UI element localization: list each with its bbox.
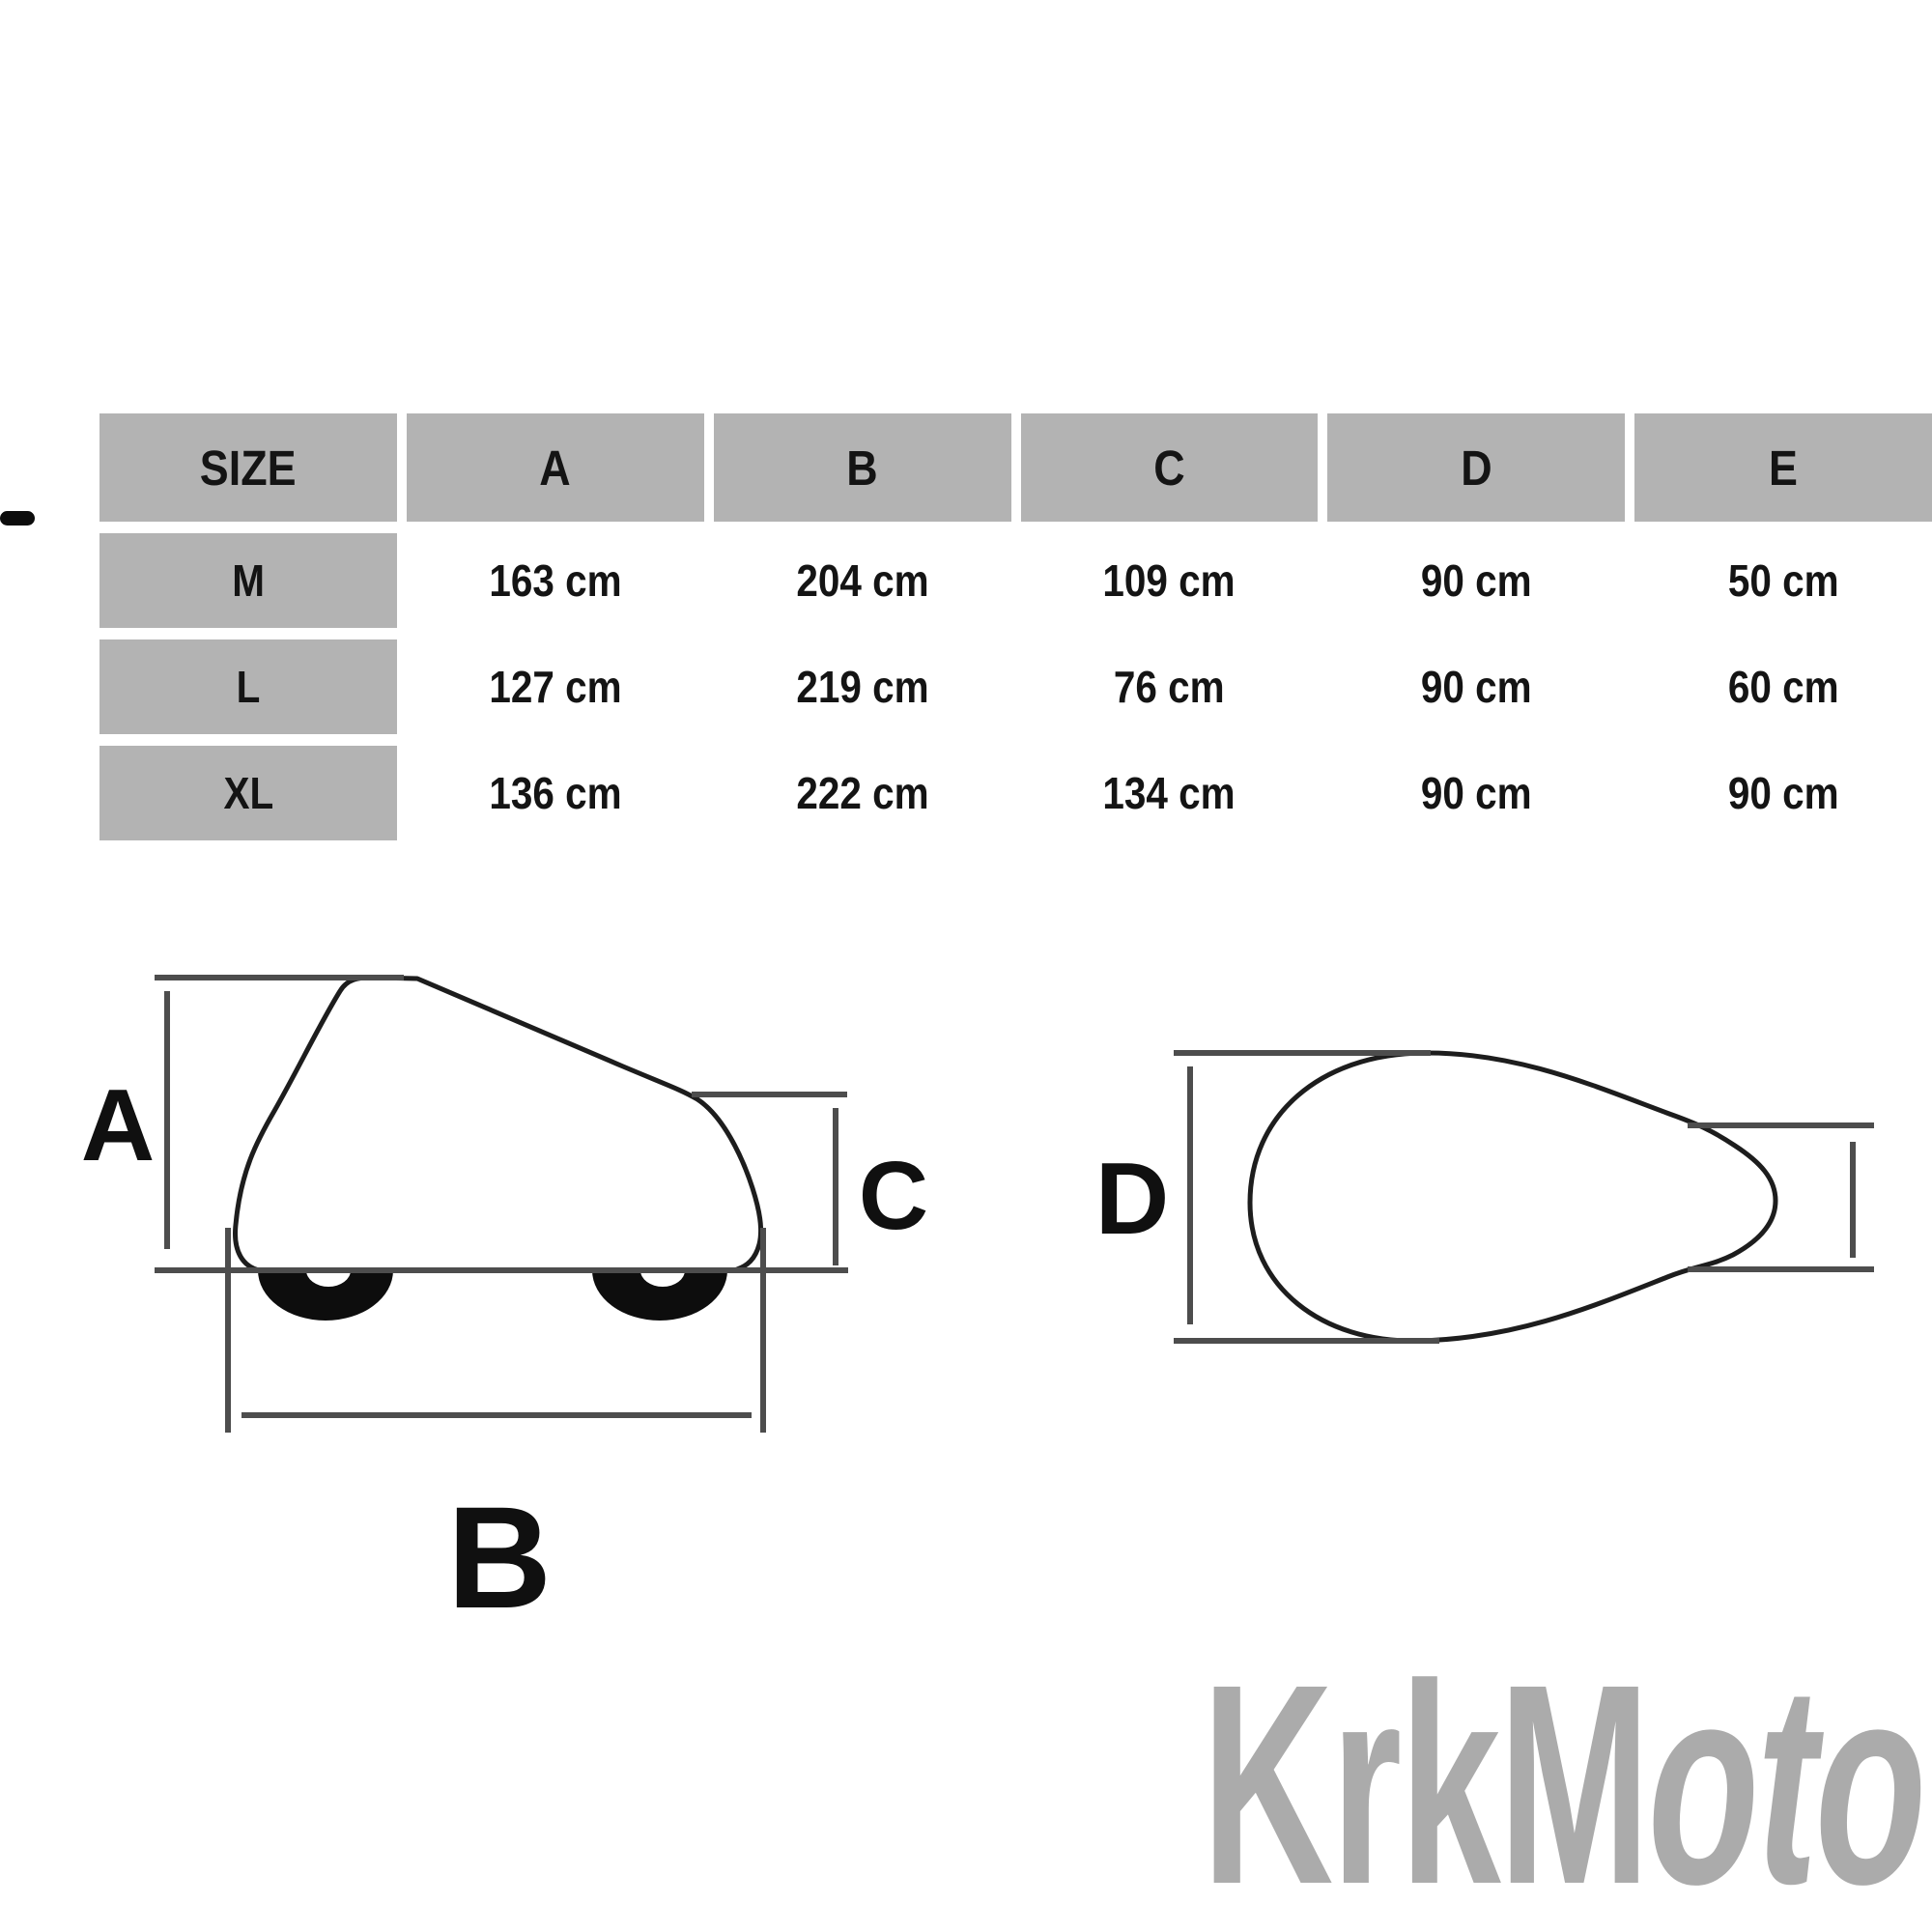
value-cell-m-a-label: 163 cm	[489, 555, 622, 606]
dim-label-d: D	[1094, 1142, 1170, 1256]
value-cell-xl-c-label: 134 cm	[1102, 768, 1236, 818]
brand-watermark	[1202, 1625, 1924, 1932]
value-cell-m-e-label: 50 cm	[1727, 555, 1839, 606]
brand-watermark-italic: oto	[1647, 1625, 1924, 1932]
value-cell-xl-d-label: 90 cm	[1420, 768, 1532, 818]
value-cell-l-b-label: 219 cm	[795, 662, 929, 712]
value-cell-xl-e-label: 90 cm	[1727, 768, 1839, 818]
value-cell-l-c-label: 76 cm	[1114, 662, 1225, 712]
column-header-e-label: E	[1769, 440, 1799, 496]
value-cell-m-b-label: 204 cm	[795, 555, 929, 606]
value-cell-m-c-label: 109 cm	[1102, 555, 1236, 606]
size-cell-m-label: M	[232, 555, 265, 606]
top-view-diagram	[1095, 1053, 1874, 1341]
value-cell-l-e-label: 60 cm	[1727, 662, 1839, 712]
value-cell-l-d-label: 90 cm	[1420, 662, 1532, 712]
brand-watermark-upright: KrkM	[1202, 1625, 1648, 1932]
side-view-diagram	[81, 978, 928, 1638]
value-cell-xl-b-label: 222 cm	[795, 768, 929, 818]
value-cell-m-d-label: 90 cm	[1420, 555, 1532, 606]
column-header-c-label: C	[1153, 440, 1185, 496]
value-cell-l-a-label: 127 cm	[489, 662, 622, 712]
column-header-b-label: B	[846, 440, 878, 496]
cover-top-outline	[1250, 1053, 1776, 1341]
column-header-size-label: SIZE	[200, 440, 297, 496]
size-cell-xl-label: XL	[223, 768, 273, 818]
value-cell-xl-a-label: 136 cm	[489, 768, 622, 818]
column-header-a-label: A	[539, 440, 571, 496]
dim-label-b: B	[446, 1476, 553, 1638]
cover-side-outline	[236, 978, 761, 1270]
dim-label-a: A	[80, 1068, 156, 1182]
size-cell-l-label: L	[236, 662, 261, 712]
dim-label-c: C	[858, 1142, 929, 1250]
column-header-d-label: D	[1461, 440, 1492, 496]
